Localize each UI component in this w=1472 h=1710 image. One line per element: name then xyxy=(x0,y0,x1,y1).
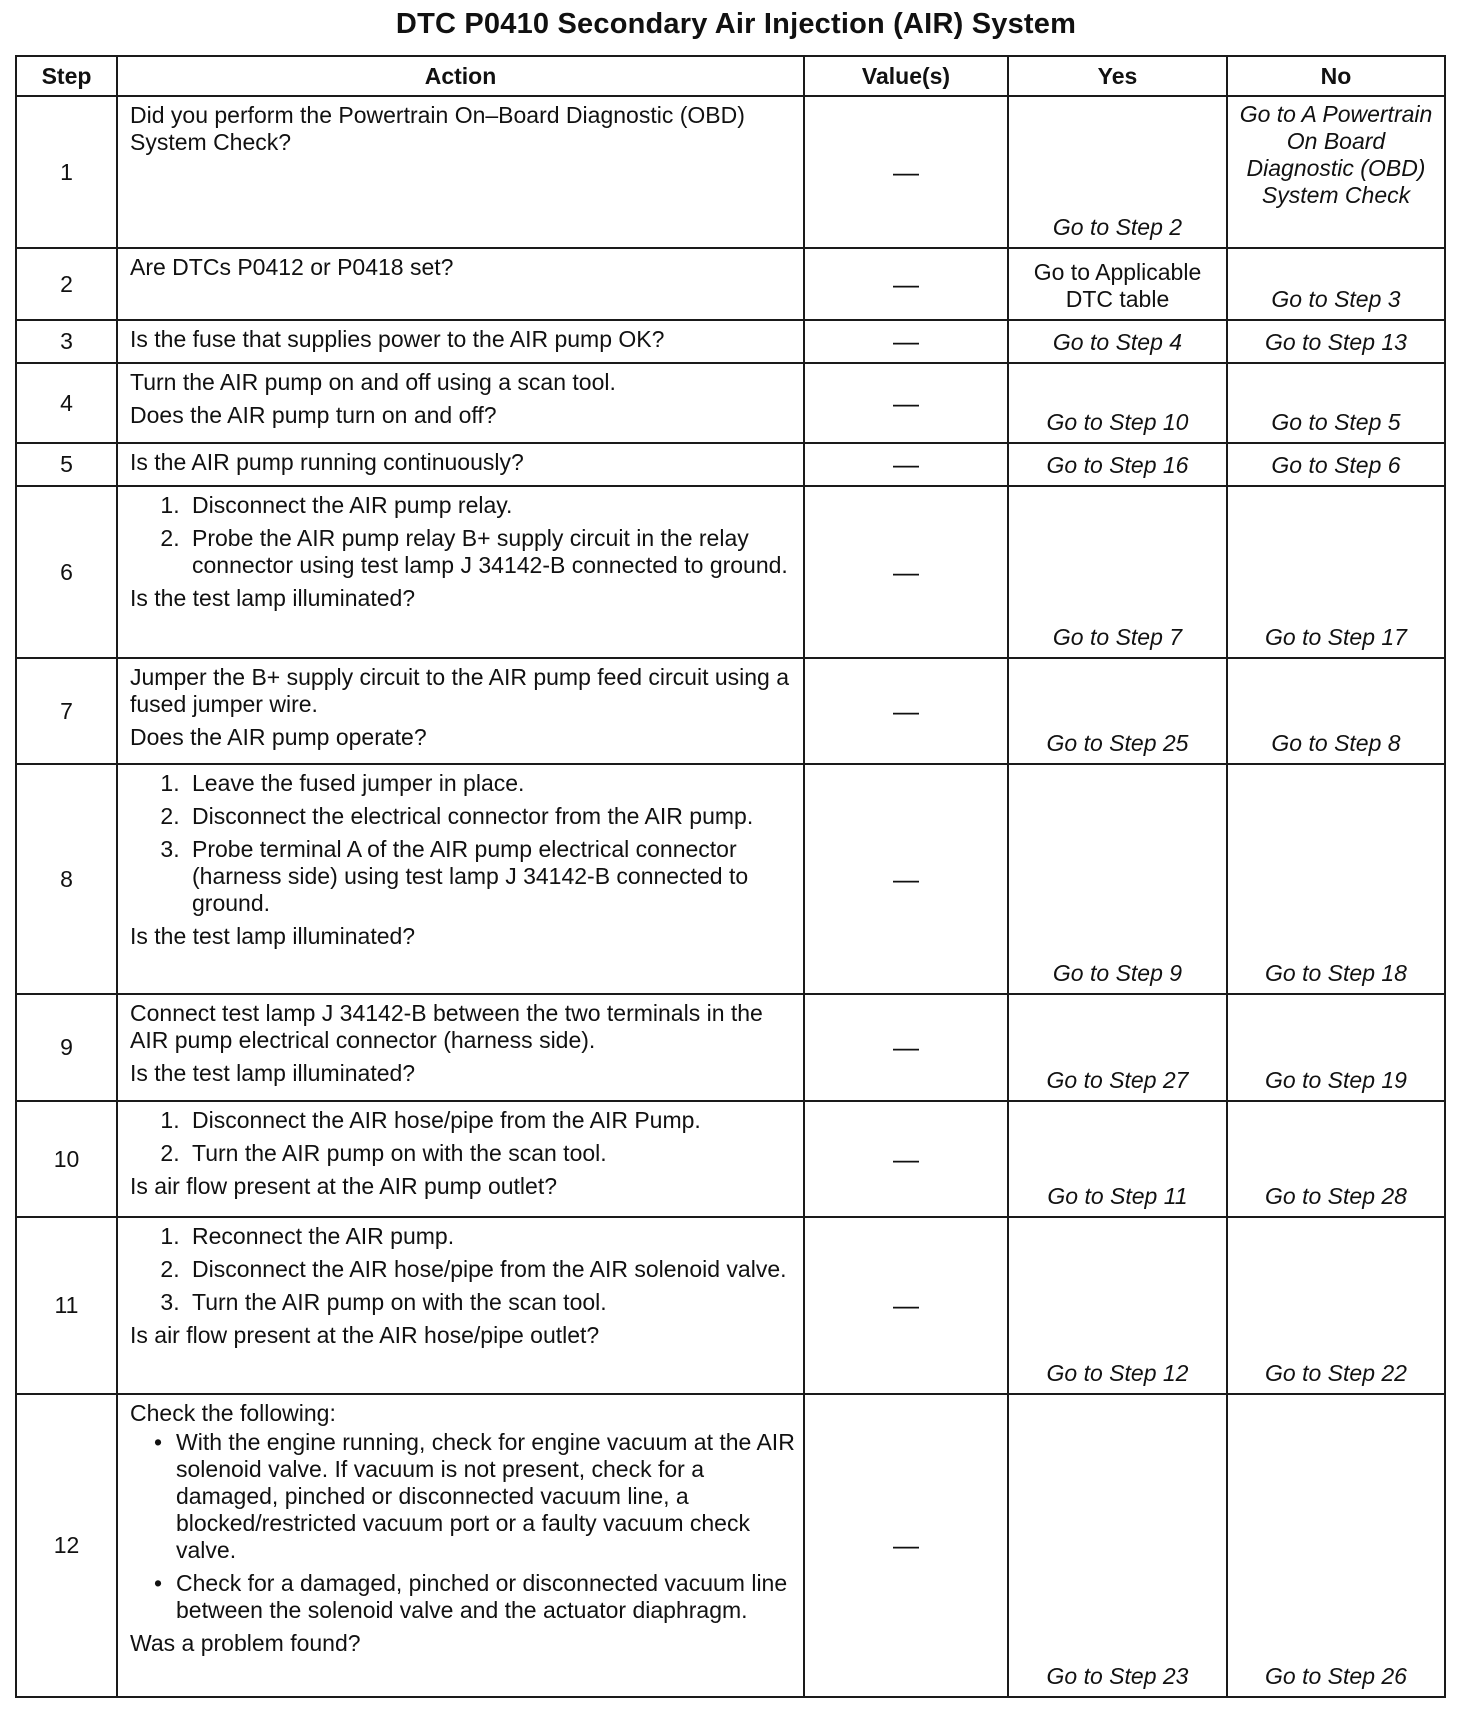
action-text: Jumper the B+ supply circuit to the AIR pump feed circuit using a fused jumper wire. xyxy=(130,664,790,717)
action-text: Did you perform the Powertrain On–Board Diagnostic (OBD) System Check? xyxy=(130,102,745,155)
action-step: 3. Turn the AIR pump on with the scan tool. xyxy=(186,1289,795,1316)
table-row xyxy=(16,764,1445,994)
action-question: Does the AIR pump turn on and off? xyxy=(130,402,497,428)
header-step: Step xyxy=(16,56,117,96)
no-cell: Go to Step 19 xyxy=(1227,994,1445,1101)
action-cell xyxy=(117,1217,804,1394)
action-step: 1. Leave the fused jumper in place. xyxy=(186,770,795,797)
action-steps xyxy=(130,1223,795,1316)
value-cell: — xyxy=(804,363,1008,443)
action-step: 3. Probe terminal A of the AIR pump electrical connector (harness side) using test lamp J 34142-B connected to ground. xyxy=(186,836,795,917)
yes-cell: Go to Step 7 xyxy=(1008,486,1227,658)
action-text: Is the AIR pump running continuously? xyxy=(130,449,524,475)
table-row xyxy=(16,1101,1445,1217)
table-row xyxy=(16,994,1445,1101)
table-row xyxy=(16,1217,1445,1394)
value-cell: — xyxy=(804,658,1008,764)
action-cell xyxy=(117,1101,804,1217)
step-number: 11 xyxy=(16,1217,117,1394)
no-cell: Go to Step 5 xyxy=(1227,363,1445,443)
step-number: 4 xyxy=(16,363,117,443)
table-row xyxy=(16,658,1445,764)
no-cell: Go to Step 13 xyxy=(1227,320,1445,363)
yes-cell: Go to Step 12 xyxy=(1008,1217,1227,1394)
no-cell: Go to Step 28 xyxy=(1227,1101,1445,1217)
step-number: 9 xyxy=(16,994,117,1101)
action-cell xyxy=(117,486,804,658)
action-text: Is the fuse that supplies power to the AIR pump OK? xyxy=(130,326,665,352)
no-cell: Go to Step 6 xyxy=(1227,443,1445,486)
step-number: 7 xyxy=(16,658,117,764)
action-cell xyxy=(117,658,804,764)
action-text: Turn the AIR pump on and off using a scan tool. xyxy=(130,369,616,395)
diagnostic-table xyxy=(15,55,1446,1698)
action-question: Was a problem found? xyxy=(130,1630,361,1656)
header-row xyxy=(16,56,1445,96)
step-number: 10 xyxy=(16,1101,117,1217)
action-step: 1. Disconnect the AIR pump relay. xyxy=(186,492,795,519)
action-cell xyxy=(117,96,804,248)
action-cell xyxy=(117,1394,804,1697)
no-cell: Go to Step 17 xyxy=(1227,486,1445,658)
action-cell xyxy=(117,994,804,1101)
step-number: 5 xyxy=(16,443,117,486)
header-no: No xyxy=(1227,56,1445,96)
action-cell xyxy=(117,320,804,363)
step-number: 2 xyxy=(16,248,117,320)
no-cell: Go to Step 18 xyxy=(1227,764,1445,994)
table-row xyxy=(16,320,1445,363)
no-cell: Go to Step 22 xyxy=(1227,1217,1445,1394)
yes-cell: Go to Step 11 xyxy=(1008,1101,1227,1217)
value-cell: — xyxy=(804,320,1008,363)
action-step: 2. Disconnect the AIR hose/pipe from the AIR solenoid valve. xyxy=(186,1256,795,1283)
value-cell: — xyxy=(804,764,1008,994)
yes-cell: Go to Step 16 xyxy=(1008,443,1227,486)
value-cell: — xyxy=(804,1101,1008,1217)
yes-cell: Go to Step 25 xyxy=(1008,658,1227,764)
table-row xyxy=(16,443,1445,486)
action-steps xyxy=(130,1107,795,1167)
action-cell xyxy=(117,764,804,994)
action-bullets xyxy=(130,1429,795,1624)
table-row xyxy=(16,486,1445,658)
action-question: Is the test lamp illuminated? xyxy=(130,1060,416,1086)
action-question: Does the AIR pump operate? xyxy=(130,724,427,750)
action-step: 1. Disconnect the AIR hose/pipe from the AIR Pump. xyxy=(186,1107,795,1134)
page-title: DTC P0410 Secondary Air Injection (AIR) System xyxy=(395,8,1077,40)
table-row xyxy=(16,1394,1445,1697)
yes-cell: Go to Step 4 xyxy=(1008,320,1227,363)
yes-cell: Go to Applicable DTC table xyxy=(1008,248,1227,320)
action-steps xyxy=(130,492,795,579)
action-step: 2. Turn the AIR pump on with the scan tool. xyxy=(186,1140,795,1167)
yes-cell: Go to Step 10 xyxy=(1008,363,1227,443)
step-number: 8 xyxy=(16,764,117,994)
action-text: Are DTCs P0412 or P0418 set? xyxy=(130,254,454,280)
value-cell: — xyxy=(804,96,1008,248)
action-question: Is air flow present at the AIR pump outlet? xyxy=(130,1173,558,1199)
header-yes: Yes xyxy=(1008,56,1227,96)
step-number: 3 xyxy=(16,320,117,363)
no-cell: Go to Step 8 xyxy=(1227,658,1445,764)
step-number: 12 xyxy=(16,1394,117,1697)
action-bullet: • Check for a damaged, pinched or disconnected vacuum line between the solenoid valve and the actuator diaphragm. xyxy=(176,1570,795,1624)
yes-cell: Go to Step 27 xyxy=(1008,994,1227,1101)
no-cell: Go to Step 26 xyxy=(1227,1394,1445,1697)
value-cell: — xyxy=(804,994,1008,1101)
header-values: Value(s) xyxy=(804,56,1008,96)
action-text: Connect test lamp J 34142-B between the two terminals in the AIR pump electrical connector (harness side). xyxy=(130,1000,763,1053)
action-intro: Check the following: xyxy=(130,1400,336,1426)
yes-cell: Go to Step 9 xyxy=(1008,764,1227,994)
action-step: 2. Probe the AIR pump relay B+ supply circuit in the relay connector using test lamp J 34142-B connected to ground. xyxy=(186,525,795,579)
yes-cell: Go to Step 2 xyxy=(1008,96,1227,248)
action-step: 1. Reconnect the AIR pump. xyxy=(186,1223,795,1250)
yes-cell: Go to Step 23 xyxy=(1008,1394,1227,1697)
action-cell xyxy=(117,443,804,486)
value-cell: — xyxy=(804,486,1008,658)
step-number: 1 xyxy=(16,96,117,248)
action-cell xyxy=(117,248,804,320)
step-number: 6 xyxy=(16,486,117,658)
value-cell: — xyxy=(804,248,1008,320)
action-step: 2. Disconnect the electrical connector from the AIR pump. xyxy=(186,803,795,830)
action-bullet: • With the engine running, check for engine vacuum at the AIR solenoid valve. If vacuum is not present, check for a damaged, pinched or disconnected vacuum line, a blocked/restricted vacuum port or a faulty vacuum check valve. xyxy=(176,1429,795,1564)
action-steps xyxy=(130,770,795,917)
table-row xyxy=(16,363,1445,443)
value-cell: — xyxy=(804,1217,1008,1394)
no-cell: Go to A Powertrain On Board Diagnostic (OBD) System Check xyxy=(1227,96,1445,248)
no-cell: Go to Step 3 xyxy=(1227,248,1445,320)
value-cell: — xyxy=(804,443,1008,486)
table-row xyxy=(16,248,1445,320)
action-question: Is the test lamp illuminated? xyxy=(130,923,416,949)
action-cell xyxy=(117,363,804,443)
table-row xyxy=(16,96,1445,248)
action-question: Is air flow present at the AIR hose/pipe outlet? xyxy=(130,1322,600,1348)
action-question: Is the test lamp illuminated? xyxy=(130,585,416,611)
value-cell: — xyxy=(804,1394,1008,1697)
header-action: Action xyxy=(117,56,804,96)
